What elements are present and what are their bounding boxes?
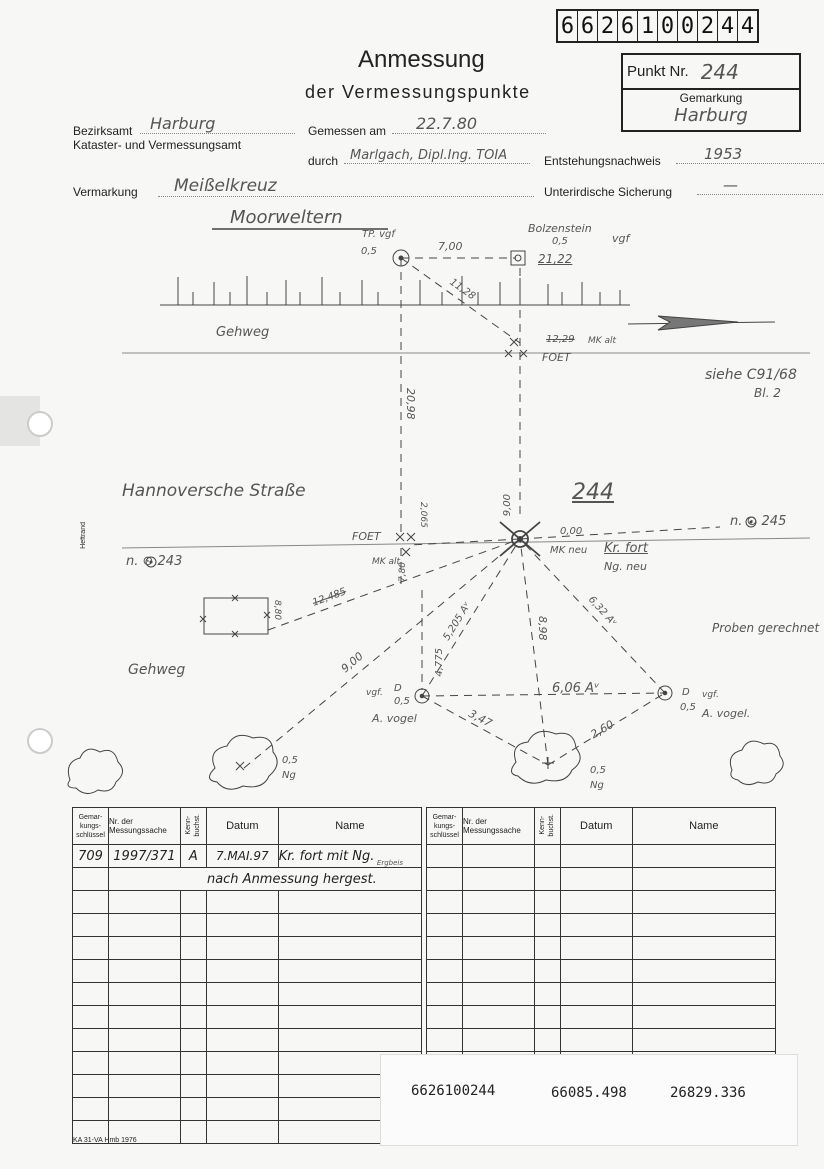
cell-datum: 7.MAI.97 bbox=[206, 845, 278, 868]
id-digit: 6 bbox=[578, 11, 598, 41]
page-subtitle: der Vermessungspunkte bbox=[305, 82, 531, 102]
tp-vgf-label: TP. vgf bbox=[362, 229, 395, 240]
durch-value: Marlgach, Dipl.Ing. TOIA bbox=[344, 148, 530, 164]
header-datum: Datum bbox=[560, 808, 632, 845]
coordinate-printout bbox=[380, 1054, 798, 1146]
unterirdisch-label: Unterirdische Sicherung bbox=[544, 185, 673, 199]
distance-12485: 12,485 bbox=[311, 586, 348, 609]
page-title: Anmessung bbox=[358, 46, 485, 73]
mk-neu-label: MK neu bbox=[550, 545, 588, 556]
gemarkung-value: Harburg bbox=[674, 105, 748, 126]
header-name: Name bbox=[632, 808, 775, 845]
marker-d-left: D bbox=[394, 683, 402, 694]
distance-260: 2,60 bbox=[588, 717, 617, 742]
bezirksamt-label: Bezirksamt bbox=[73, 124, 133, 138]
street-top: Moorweltern bbox=[230, 207, 343, 228]
form-code: KA 31-VA Hmb 1976 bbox=[73, 1137, 137, 1144]
north-arrow bbox=[628, 316, 775, 330]
printout-id: 6626100244 bbox=[411, 1083, 496, 1099]
distance-898: 8,98 bbox=[536, 616, 549, 641]
id-digit: 2 bbox=[598, 11, 618, 41]
distance-880: 8,80 bbox=[272, 600, 282, 621]
entstehung-value: 1953 bbox=[676, 145, 824, 164]
distance-4775: 4,775 bbox=[434, 648, 445, 677]
header-kenn: Kenn- buchst. bbox=[534, 808, 560, 845]
id-digit: 4 bbox=[718, 11, 738, 41]
distance-2065: 2,065 bbox=[418, 502, 428, 528]
ref-point-245: n. ⊙ 245 bbox=[730, 514, 787, 529]
name-note: Ergbeis bbox=[376, 859, 403, 867]
cell-name bbox=[278, 845, 421, 868]
distance-2122: 21,22 bbox=[538, 252, 573, 266]
punkt-label: Punkt Nr. bbox=[627, 63, 689, 80]
distance-606: 6,06 Aᵛ bbox=[552, 681, 600, 696]
header-nr: Nr. der Messungssache bbox=[108, 808, 180, 845]
id-digit: 6 bbox=[618, 11, 638, 41]
a-vogel-left: A. vogel bbox=[372, 712, 417, 725]
ng-left-05: 0,5 bbox=[282, 755, 298, 766]
gemessen-label: Gemessen am bbox=[308, 124, 387, 138]
bolzen-vgf-label: vgf bbox=[612, 232, 630, 245]
tp-05-label: 0,5 bbox=[361, 246, 377, 257]
vermarkung-label: Vermarkung bbox=[73, 185, 138, 199]
distance-5205: 5,205 Aᵛ bbox=[441, 600, 474, 643]
punkt-value: 244 bbox=[700, 59, 739, 84]
id-digit: 0 bbox=[658, 11, 678, 41]
distance-1128: 11,28 bbox=[447, 276, 478, 303]
record-table-left bbox=[72, 807, 422, 1144]
id-digit: 6 bbox=[558, 11, 578, 41]
foet-mid: FOET bbox=[352, 530, 381, 543]
distance-632: 6,32 Aᵛ bbox=[585, 594, 619, 629]
printout-y: 26829.336 bbox=[670, 1085, 746, 1101]
id-digit: 2 bbox=[698, 11, 718, 41]
distance-700: 7,00 bbox=[438, 240, 463, 253]
name-line2: nach Anmessung hergest. bbox=[206, 871, 377, 887]
mk-alt-top: MK alt bbox=[588, 336, 617, 346]
ng-right-05: 0,5 bbox=[590, 765, 606, 776]
mk-alt-mid: MK alt bbox=[372, 557, 401, 567]
heftrand-label: Heftrand bbox=[80, 522, 87, 549]
gemarkung-label: Gemarkung bbox=[679, 91, 743, 105]
distance-347: 3,47 bbox=[466, 707, 495, 730]
distance-900-vertical: 9,00 bbox=[502, 494, 513, 517]
fence-posts bbox=[160, 276, 630, 305]
ng-left: Ng bbox=[282, 770, 296, 781]
kataster-label: Kataster- und Vermessungsamt bbox=[73, 138, 242, 152]
table-row bbox=[73, 868, 422, 891]
siehe-line1: siehe C91/68 bbox=[705, 367, 797, 383]
table-row bbox=[73, 845, 422, 868]
cell-gemarkung: 709 bbox=[73, 845, 109, 868]
ng-right: Ng bbox=[590, 780, 604, 791]
marker-d-left-sub: 0,5 bbox=[394, 696, 410, 707]
marker-d-right-vgf: vgf. bbox=[702, 690, 719, 700]
printout-x: 66085.498 bbox=[551, 1085, 627, 1101]
header-datum: Datum bbox=[206, 808, 278, 845]
gemessen-value: 22.7.80 bbox=[392, 114, 546, 134]
foet-top: FOET bbox=[542, 351, 571, 364]
marker-d-left-vgf: vgf. bbox=[366, 688, 383, 698]
ref-point-243: n. ⊙ 243 bbox=[126, 554, 183, 569]
id-digit: 4 bbox=[740, 13, 755, 39]
gehweg-top: Gehweg bbox=[216, 325, 270, 340]
marker-d-right-sub: 0,5 bbox=[680, 702, 696, 713]
ng-neu-label: Ng. neu bbox=[604, 560, 647, 573]
id-digit: 1 bbox=[638, 11, 658, 41]
kr-fort-label: Kr. fort bbox=[604, 541, 648, 556]
distance-900: 9,00 bbox=[338, 649, 366, 676]
entstehung-label: Entstehungsnachweis bbox=[544, 154, 661, 168]
distance-1229: 12,29 bbox=[546, 334, 575, 345]
header-gemarkung: Gemar- kungs- schlüssel bbox=[73, 808, 109, 845]
header-kenn: Kenn- buchst. bbox=[180, 808, 206, 845]
siehe-line2: Bl. 2 bbox=[754, 386, 781, 400]
bezirksamt-value: Harburg bbox=[140, 114, 295, 134]
cell-nr: 1997/371 bbox=[108, 845, 180, 868]
marker-d-right: D bbox=[682, 687, 690, 698]
durch-label: durch bbox=[308, 154, 339, 168]
vermarkung-value: Meißelkreuz bbox=[158, 176, 534, 197]
a-vogel-right: A. vogel. bbox=[702, 707, 751, 720]
gehweg-bottom: Gehweg bbox=[128, 662, 186, 678]
name-line1: Kr. fort mit Ng. bbox=[278, 848, 375, 864]
cell-kenn: A bbox=[180, 845, 206, 868]
header-name: Name bbox=[278, 808, 421, 845]
id-digit: 0 bbox=[678, 11, 698, 41]
header-nr: Nr. der Messungssache bbox=[462, 808, 534, 845]
bolzenstein-label: Bolzenstein bbox=[528, 222, 592, 235]
point-number-label: 244 bbox=[572, 480, 614, 505]
distance-780: 7,80 bbox=[398, 562, 408, 583]
distance-000: 0,00 bbox=[560, 526, 583, 537]
street-main: Hannoversche Straße bbox=[122, 481, 306, 501]
header-gemarkung: Gemar- kungs- schlüssel bbox=[427, 808, 463, 845]
distance-2098: 20,98 bbox=[404, 388, 417, 420]
bolzen-05-label: 0,5 bbox=[552, 236, 568, 247]
proben-label: Proben gerechnet bbox=[712, 621, 820, 635]
unterirdisch-value: — bbox=[697, 176, 823, 195]
